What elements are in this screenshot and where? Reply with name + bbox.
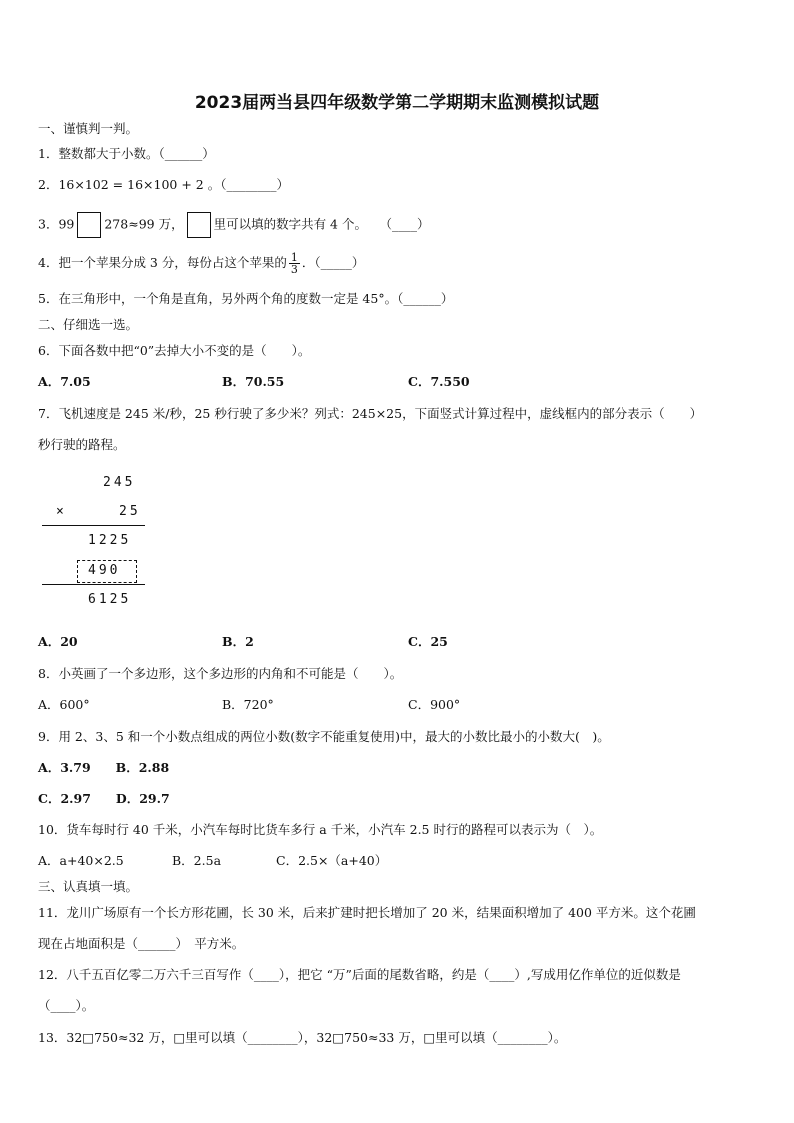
question-7-option-a: A．20 — [38, 634, 78, 649]
question-3 — [38, 212, 429, 238]
calc-partial-2: 490 — [88, 563, 121, 578]
question-6-option-c: C．7.550 — [408, 374, 470, 389]
question-3-suffix: 里可以填的数字共有 4 个。 （____） — [213, 216, 430, 232]
section-heading-fill: 三、认真填一填。 — [38, 879, 139, 894]
question-9: 9．用 2、3、5 和一个小数点组成的两位小数(数字不能重复使用)中，最大的小数比最小的小数大( )。 — [38, 729, 610, 744]
question-6: 6．下面各数中把“0”去掉大小不变的是（ ）。 — [38, 343, 311, 358]
question-8-option-a: A．600° — [38, 697, 90, 712]
question-12-line-1: 12．八千五百亿零二万六千三百写作（____），把它 “万”后面的尾数省略，约是（____）,写成用亿作单位的近似数是 — [38, 967, 681, 982]
question-4-prefix: 4．把一个苹果分成 3 分，每份占这个苹果的 — [38, 255, 287, 270]
question-12-line-2: （____）。 — [38, 998, 95, 1013]
calc-multiplier: 25 — [119, 504, 141, 519]
blank-box — [187, 212, 211, 238]
section-heading-judge: 一、谨慎判一判。 — [38, 121, 139, 136]
question-9-options-row-1: A．3.79 B．2.88 — [38, 760, 170, 775]
question-6-option-a: A．7.05 — [38, 374, 91, 389]
question-7-option-b: B．2 — [222, 634, 254, 649]
question-10: 10．货车每时行 40 千米，小汽车每时比货车多行 a 千米，小汽车 2.5 时行的路程可以表示为（ ）。 — [38, 822, 603, 837]
question-7-option-c: C．25 — [408, 634, 448, 649]
question-7-line-1: 7．飞机速度是 245 米/秒，25 秒行驶了多少米？列式：245×25，下面竖式计算过程中，虚线框内的部分表示（ ） — [38, 406, 703, 421]
question-9-options-row-2: C．2.97 D．29.7 — [38, 791, 170, 806]
question-11-line-1: 11．龙川广场原有一个长方形花圃，长 30 米，后来扩建时把长增加了 20 米，结果面积增加了 400 平方米。这个花圃 — [38, 905, 696, 920]
question-10-option-c: C．2.5×（a+40） — [276, 853, 388, 868]
calc-rule — [42, 525, 145, 526]
question-5: 5．在三角形中，一个角是直角，另外两个角的度数一定是 45°。（______） — [38, 291, 454, 306]
question-2: 2．16×102 = 16×100 + 2 。（________） — [38, 177, 289, 192]
question-11-line-2: 现在占地面积是（______） 平方米。 — [38, 936, 245, 951]
page-title: 2023届两当县四年级数学第二学期期末监测模拟试题 — [194, 93, 600, 113]
question-10-option-b: B．2.5a — [172, 853, 222, 868]
calc-product: 6125 — [88, 592, 132, 607]
question-3-prefix: 3．99 — [38, 216, 75, 232]
fraction-numerator: 1 — [290, 251, 298, 264]
question-8-option-b: B．720° — [222, 697, 274, 712]
fraction-denominator: 3 — [290, 263, 298, 276]
question-1: 1．整数都大于小数。（______） — [38, 146, 215, 161]
fraction — [289, 252, 300, 275]
question-4-suffix: ．（_____） — [301, 255, 365, 270]
question-6-option-b: B．70.55 — [222, 374, 285, 389]
calc-rule — [42, 584, 145, 585]
question-8: 8．小英画了一个多边形，这个多边形的内角和不可能是（ ）。 — [38, 666, 403, 681]
question-7-line-2: 秒行驶的路程。 — [38, 437, 126, 452]
question-3-middle: 278≈99 万， — [104, 216, 184, 232]
section-heading-choose: 二、仔细选一选。 — [38, 317, 139, 332]
calc-multiplicand: 245 — [103, 475, 136, 490]
question-10-option-a: A．a+40×2.5 — [38, 853, 124, 868]
calc-times-sign: × — [56, 504, 64, 519]
blank-box — [77, 212, 101, 238]
calc-partial-1: 1225 — [88, 533, 132, 548]
question-4 — [38, 252, 364, 275]
question-13: 13．32□750≈32 万，□里可以填（________），32□750≈33 万，□里可以填（________）。 — [38, 1030, 567, 1045]
question-8-option-c: C．900° — [408, 697, 461, 712]
